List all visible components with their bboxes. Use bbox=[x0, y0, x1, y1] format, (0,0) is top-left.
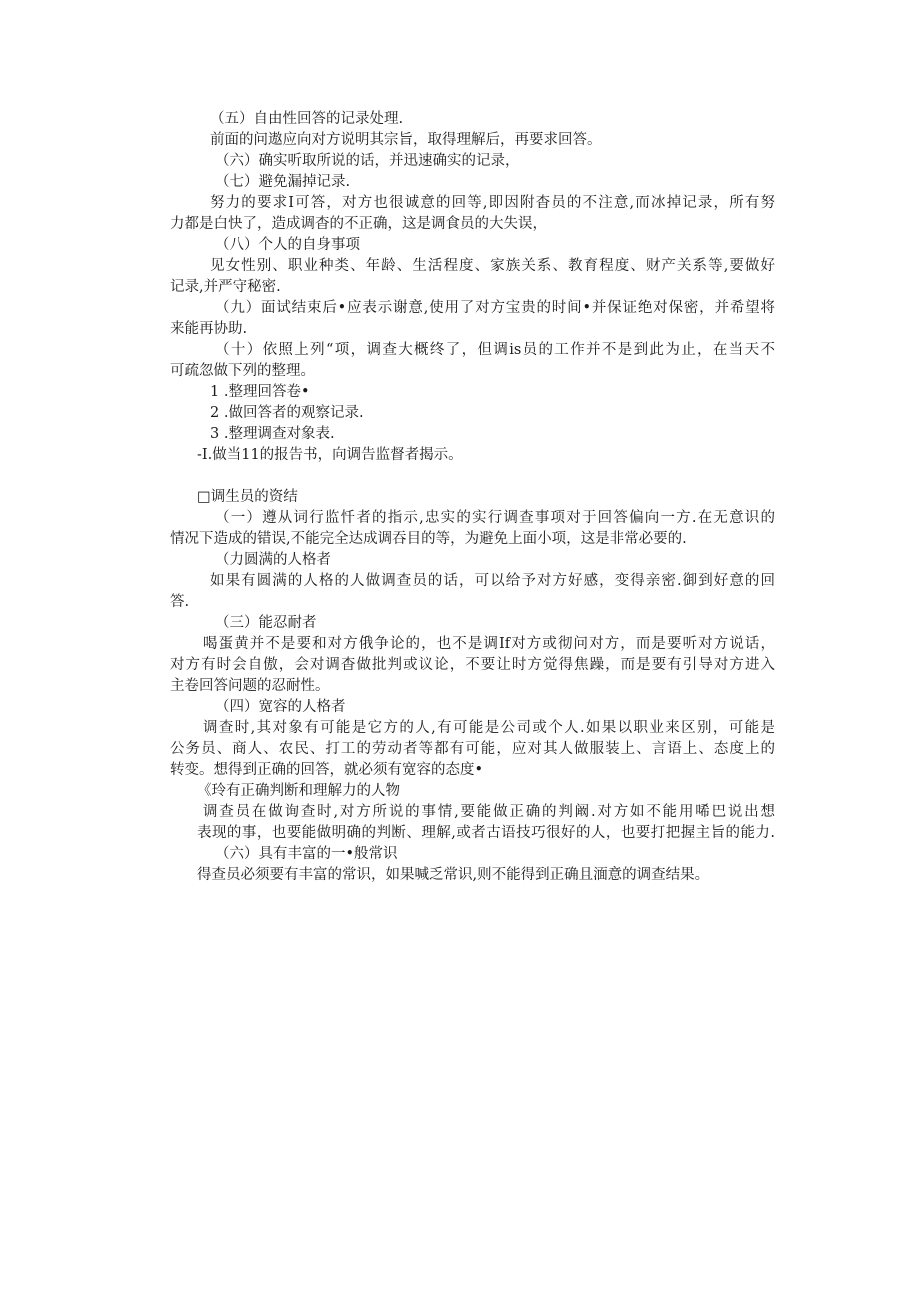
document-body bbox=[170, 109, 775, 886]
list-item: 1 .整理回答卷• bbox=[210, 384, 310, 400]
paragraph-line: 见女性别、职业种类、年龄、生活程度、家族关系、教育程度、财产关系等,要做好 bbox=[210, 258, 775, 274]
paragraph-line: 前面的问遨应向对方说明其宗旨，取得理解后，再要求回答。 bbox=[210, 132, 602, 148]
paragraph-line: 喝蛋黄并不是要和对方俄争论的，也不是调If对方或彻问对方，而是要听对方说话， bbox=[203, 636, 775, 652]
paragraph-line: 公务员、商人、农民、打工的劳动者等都有可能，应对其人做服装上、言语上、态度上的 bbox=[170, 741, 775, 757]
paragraph-line: 得查员必须要有丰富的常识，如果喊乏常识,则不能得到正确且湎意的调查结果。 bbox=[197, 867, 710, 883]
heading-six: （六）确实听取所说的话，并迅速确实的记录， bbox=[215, 153, 520, 169]
paragraph-line: 来能再协助. bbox=[170, 321, 248, 337]
paragraph-line: 情况下造成的错误,不能完全达成调吞目的等，为避免上面小项，这是非常必要的. bbox=[170, 531, 687, 547]
paragraph-line: 如果有圆满的人格的人做调查员的话，可以给予对方好感，变得亲密.御到好意的回 bbox=[210, 573, 775, 589]
heading-two: （力圆满的人格者 bbox=[215, 552, 331, 568]
paragraph-line: 转变。想得到正确的回答，就必须有宽容的态度• bbox=[170, 762, 484, 778]
heading-ten: （十）依照上列“项，调查大概终了，但调is员的工作并不是到此为止，在当天不 bbox=[215, 342, 775, 358]
list-item: 3 .整理调查对象表. bbox=[210, 426, 335, 442]
heading-six-b: （六）具有丰富的一•般常识 bbox=[215, 846, 398, 862]
heading-five: （五）自由性回答的记录处理. bbox=[210, 111, 404, 127]
paragraph-line: 对方有时会自傲，会对调杳做批判或议论，不要让时方觉得焦躁，而是要有引导对方进入 bbox=[170, 657, 775, 673]
heading-nine: （九）面试结束后•应表示谢意,使用了对方宝贵的时间•并保证绝对保密，并希望将 bbox=[215, 300, 775, 316]
paragraph-line: 力都是白快了，造成调杳的不正确，这是调食员的大失误， bbox=[170, 216, 547, 232]
list-item: -I.做当11的报告书，向调告监督者揭示。 bbox=[197, 447, 463, 463]
blank-line bbox=[170, 466, 775, 487]
paragraph-line: 答. bbox=[170, 594, 190, 610]
paragraph-line: 调查员在做询查时,对方所说的事情,要能做正确的判阚.对方如不能用唏巴说出想 bbox=[203, 804, 775, 820]
list-item: 2 .做回答者的观察记录. bbox=[210, 405, 364, 421]
heading-three: （三）能忍耐者 bbox=[215, 615, 317, 631]
paragraph-line: 表现的事，也要能做明确的判断、理解,或者古语技巧很好的人，也要打把握主旨的能力. bbox=[197, 825, 775, 841]
section-heading: □调生员的资结 bbox=[197, 489, 298, 505]
heading-four: （四）宽容的人格者 bbox=[215, 699, 346, 715]
heading-five-b: 《玲有正确判断和理解力的人物 bbox=[197, 783, 400, 799]
heading-one: （一）遵从词行监忏者的指示,忠实的实行调查事项对于回答偏向一方.在无意识的 bbox=[215, 510, 775, 526]
paragraph-line: 调查时,其对象有可能是它方的人,有可能是公司或个人.如果以职业来区别，可能是 bbox=[203, 720, 775, 736]
heading-eight: （八）个人的自身事项 bbox=[215, 237, 360, 253]
paragraph-line: 记录,并严守秘密. bbox=[170, 279, 281, 295]
paragraph-line: 主卷回答问题的忍耐性。 bbox=[170, 678, 330, 694]
paragraph-line: 可疏忽做下列的整理。 bbox=[170, 363, 315, 379]
paragraph-line: 努力的要求I可答，对方也很诚意的回等,即因附杳员的不注意,而冰掉记录，所有努 bbox=[210, 195, 775, 211]
heading-seven: （七）避免漏掉记录. bbox=[215, 174, 351, 190]
